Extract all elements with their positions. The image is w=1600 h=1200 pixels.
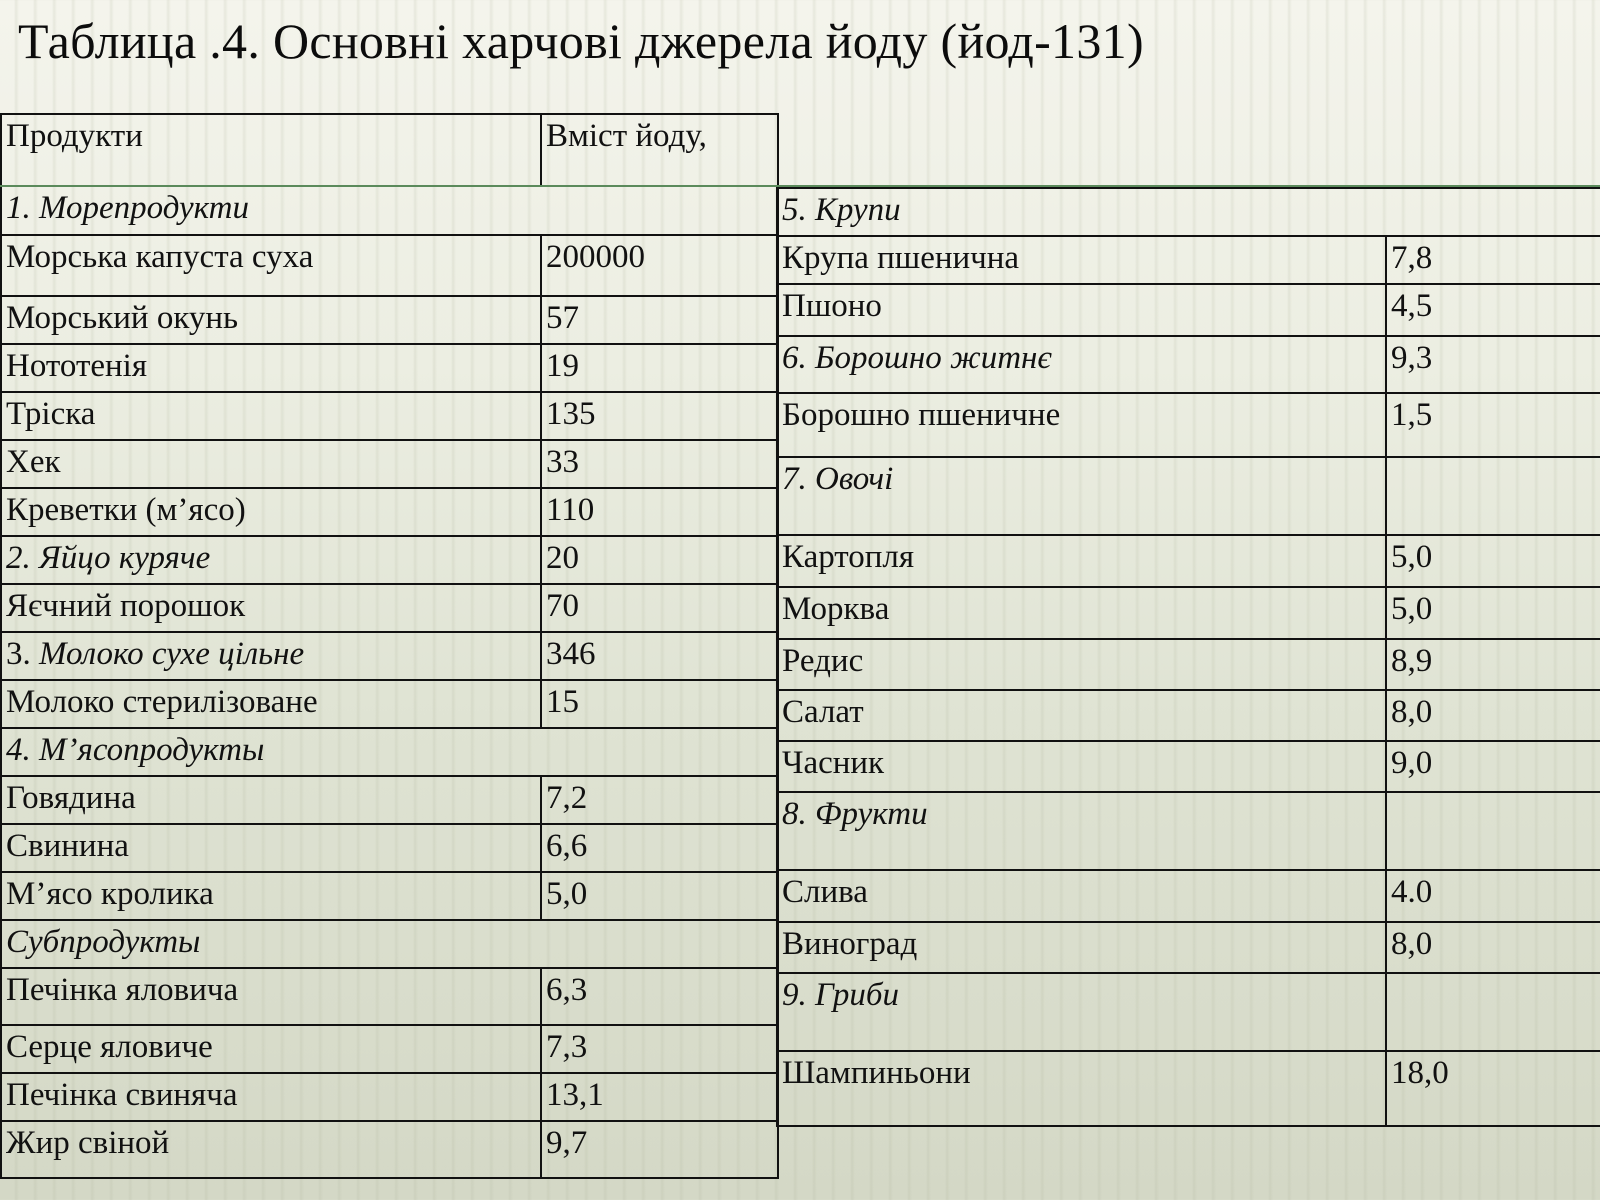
table-row bbox=[777, 922, 1600, 973]
iodine-value: 15 bbox=[546, 684, 579, 720]
table-header-row bbox=[1, 114, 778, 186]
product-name: Говядина bbox=[6, 780, 136, 816]
category-row bbox=[777, 457, 1600, 535]
iodine-value: 5,0 bbox=[1391, 539, 1433, 575]
category-label: 5. Крупи bbox=[782, 192, 901, 228]
product-name: Серце яловиче bbox=[6, 1029, 213, 1065]
iodine-value: 8,9 bbox=[1391, 643, 1433, 679]
table-row bbox=[777, 393, 1600, 457]
product-name: Печінка яловича bbox=[6, 972, 239, 1008]
iodine-value: 20 bbox=[546, 540, 579, 576]
iodine-value: 9,3 bbox=[1391, 340, 1433, 376]
category-row bbox=[1, 632, 778, 680]
iodine-value: 33 bbox=[546, 444, 579, 480]
header-divider-right bbox=[777, 185, 1600, 187]
product-name: Печінка свиняча bbox=[6, 1077, 238, 1113]
product-name: 9. Гриби bbox=[782, 977, 899, 1013]
iodine-value: 346 bbox=[546, 636, 596, 672]
product-name: 2. Яйцо куряче bbox=[6, 540, 211, 576]
iodine-value: 57 bbox=[546, 300, 579, 336]
iodine-value: 18,0 bbox=[1391, 1055, 1449, 1091]
table-row bbox=[1, 584, 778, 632]
product-name: Морква bbox=[782, 591, 890, 627]
table-row bbox=[1, 296, 778, 344]
product-name: Хек bbox=[6, 444, 61, 480]
iodine-value: 4.0 bbox=[1391, 874, 1433, 910]
iodine-value: 110 bbox=[546, 492, 595, 528]
product-name: М’ясо кролика bbox=[6, 876, 214, 912]
category-row bbox=[1, 920, 778, 968]
category-row bbox=[777, 792, 1600, 870]
table-row bbox=[1, 488, 778, 536]
iodine-value: 6,6 bbox=[546, 828, 588, 864]
table-row bbox=[777, 690, 1600, 741]
iodine-value: 1,5 bbox=[1391, 397, 1433, 433]
table-row bbox=[777, 535, 1600, 587]
product-name: Молоко сухе цільне bbox=[39, 636, 305, 672]
iodine-value: 7,2 bbox=[546, 780, 588, 816]
table-row bbox=[777, 741, 1600, 792]
iodine-value: 19 bbox=[546, 348, 579, 384]
table-row bbox=[1, 392, 778, 440]
iodine-table-right bbox=[776, 187, 1600, 1127]
product-name: Морський окунь bbox=[6, 300, 239, 336]
iodine-value: 5,0 bbox=[546, 876, 588, 912]
table-row bbox=[1, 872, 778, 920]
category-row bbox=[777, 188, 1600, 236]
iodine-value: 9,0 bbox=[1391, 745, 1433, 781]
category-label: 4. М’ясопродукты bbox=[6, 732, 265, 768]
iodine-value: 6,3 bbox=[546, 972, 588, 1008]
category-row bbox=[777, 336, 1600, 393]
table-row bbox=[1, 344, 778, 392]
category-label: Субпродукты bbox=[6, 924, 201, 960]
product-name: Борошно пшеничне bbox=[782, 397, 1061, 433]
product-name: Шампиньони bbox=[782, 1055, 971, 1091]
table-row bbox=[1, 1121, 778, 1178]
iodine-value: 8,0 bbox=[1391, 926, 1433, 962]
iodine-value: 13,1 bbox=[546, 1077, 604, 1113]
product-name: Виноград bbox=[782, 926, 918, 962]
iodine-value: 4,5 bbox=[1391, 288, 1433, 324]
category-row bbox=[1, 536, 778, 584]
product-name: Яєчний порошок bbox=[6, 588, 246, 624]
category-row bbox=[777, 973, 1600, 1051]
column-header-content: Вміст йоду, bbox=[546, 118, 707, 154]
category-label: 1. Морепродукти bbox=[6, 190, 249, 226]
header-divider bbox=[0, 185, 777, 187]
product-name: Тріска bbox=[6, 396, 96, 432]
category-row bbox=[1, 186, 778, 235]
product-name: Морська капуста суха bbox=[6, 239, 314, 275]
table-row bbox=[1, 235, 778, 296]
table-row bbox=[1, 824, 778, 872]
iodine-value: 7,3 bbox=[546, 1029, 588, 1065]
product-name: Молоко стерилізоване bbox=[6, 684, 318, 720]
table-row bbox=[1, 680, 778, 728]
product-name: Пшоно bbox=[782, 288, 882, 324]
product-name: Часник bbox=[782, 745, 885, 781]
product-name: Картопля bbox=[782, 539, 915, 575]
category-number: 3. bbox=[6, 636, 39, 672]
iodine-value: 8,0 bbox=[1391, 694, 1433, 730]
product-name: Свинина bbox=[6, 828, 129, 864]
product-name: Редис bbox=[782, 643, 864, 679]
table-row bbox=[1, 968, 778, 1025]
table-row bbox=[1, 776, 778, 824]
product-name: 7. Овочі bbox=[782, 461, 894, 497]
table-row bbox=[777, 284, 1600, 336]
table-row bbox=[777, 587, 1600, 639]
iodine-value: 5,0 bbox=[1391, 591, 1433, 627]
iodine-value: 200000 bbox=[546, 239, 645, 275]
iodine-value: 135 bbox=[546, 396, 596, 432]
page-title: Таблица .4. Основні харчові джерела йоду (йод-131) bbox=[18, 13, 1144, 69]
iodine-value: 7,8 bbox=[1391, 240, 1433, 276]
product-name: 8. Фрукти bbox=[782, 796, 928, 832]
table-row bbox=[777, 639, 1600, 690]
product-name: Слива bbox=[782, 874, 868, 910]
table-row bbox=[1, 1073, 778, 1121]
product-name: 6. Борошно житнє bbox=[782, 340, 1052, 376]
product-name: Салат bbox=[782, 694, 864, 730]
category-row bbox=[1, 728, 778, 776]
iodine-value: 9,7 bbox=[546, 1125, 588, 1161]
table-row bbox=[1, 1025, 778, 1073]
table-row bbox=[777, 236, 1600, 284]
product-name: Жир свіной bbox=[6, 1125, 170, 1161]
table-row bbox=[777, 1051, 1600, 1126]
product-name: Крупа пшенична bbox=[782, 240, 1020, 276]
table-row bbox=[1, 440, 778, 488]
product-name: Креветки (м’ясо) bbox=[6, 492, 246, 528]
product-name: Нототенія bbox=[6, 348, 148, 384]
iodine-table-left bbox=[0, 113, 779, 1179]
column-header-product: Продукти bbox=[6, 118, 143, 154]
table-row bbox=[777, 870, 1600, 922]
iodine-value: 70 bbox=[546, 588, 579, 624]
